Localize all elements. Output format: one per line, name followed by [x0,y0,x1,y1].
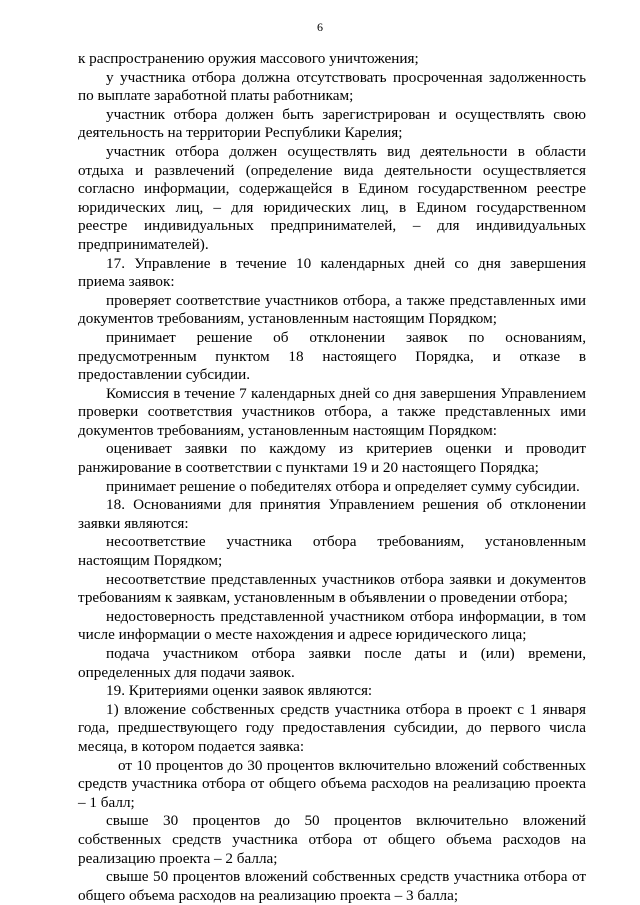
paragraph: оценивает заявки по каждому из критериев оценки и проводит ранжирование в соответствии с пунктами 19 и 20 настоящего Порядка; [78,440,586,477]
paragraph: свыше 30 процентов до 50 процентов включительно вложений собственных средств участника отбора от общего объема расходов на реализацию проекта – 2 балла; [78,812,586,867]
paragraph: Комиссия в течение 7 календарных дней со дня завершения Управлением проверки соответствия участников отбора, а также представленных ими документов требованиям, установленным настоящим Порядком: [78,384,586,439]
paragraph: свыше 50 процентов вложений собственных средств участника отбора от общего объема расходов на реализацию проекта – 3 балла; [78,868,586,904]
paragraph: 1) вложение собственных средств участника отбора в проект с 1 января года, предшествующего году предоставления субсидии, до первого числа месяца, в котором подается заявка: [78,700,586,755]
paragraph: у участника отбора должна отсутствовать просроченная задолженность по выплате заработной платы работникам; [78,68,586,105]
paragraph: 19. Критериями оценки заявок являются: [106,682,373,700]
paragraph: проверяет соответствие участников отбора, а также представленных ими документов требованиям, установленным настоящим Порядком; [78,291,586,328]
document-body [78,50,586,905]
paragraph: к распространению оружия массового уничтожения; [78,50,419,67]
paragraph: принимает решение об отклонении заявок по основаниям, предусмотренным пунктом 18 настоящего Порядка, и отказе в предоставлении субсидии. [78,328,586,384]
paragraph: несоответствие представленных участников отбора заявки и документов требованиям к заявкам, установленным в объявлении о проведении отбора; [78,570,586,607]
paragraph: 17. Управление в течение 10 календарных дней со дня завершения приема заявок: [78,254,586,291]
paragraph: несоответствие участника отбора требованиям, установленным настоящим Порядком; [78,533,586,570]
page-number: 6 [317,20,323,34]
paragraph: участник отбора должен осуществлять вид деятельности в области отдыха и развлечений (определение вида деятельности осуществляется согласно информации, содержащейся в Едином государственном реестре юридических лиц, – для юридических лиц, в Едином государственном реестре индивидуальных предпринимателей, – для индивидуальных предпринимателей). [78,142,586,253]
paragraph: участник отбора должен быть зарегистрирован и осуществлять свою деятельность на территории Республики Карелия; [78,105,586,142]
paragraph: недостоверность представленной участником отбора информации, в том числе информации о месте нахождения и адресе юридического лица; [78,607,586,644]
paragraph: от 10 процентов до 30 процентов включительно вложений собственных средств участника отбора от общего объема расходов на реализацию проекта – 1 балл; [78,756,586,811]
paragraph: подача участником отбора заявки после даты и (или) времени, определенных для подачи заявок. [78,645,586,681]
paragraph: 18. Основаниями для принятия Управлением решения об отклонении заявки являются: [78,496,586,532]
paragraph: принимает решение о победителях отбора и определяет сумму субсидии. [106,477,580,495]
